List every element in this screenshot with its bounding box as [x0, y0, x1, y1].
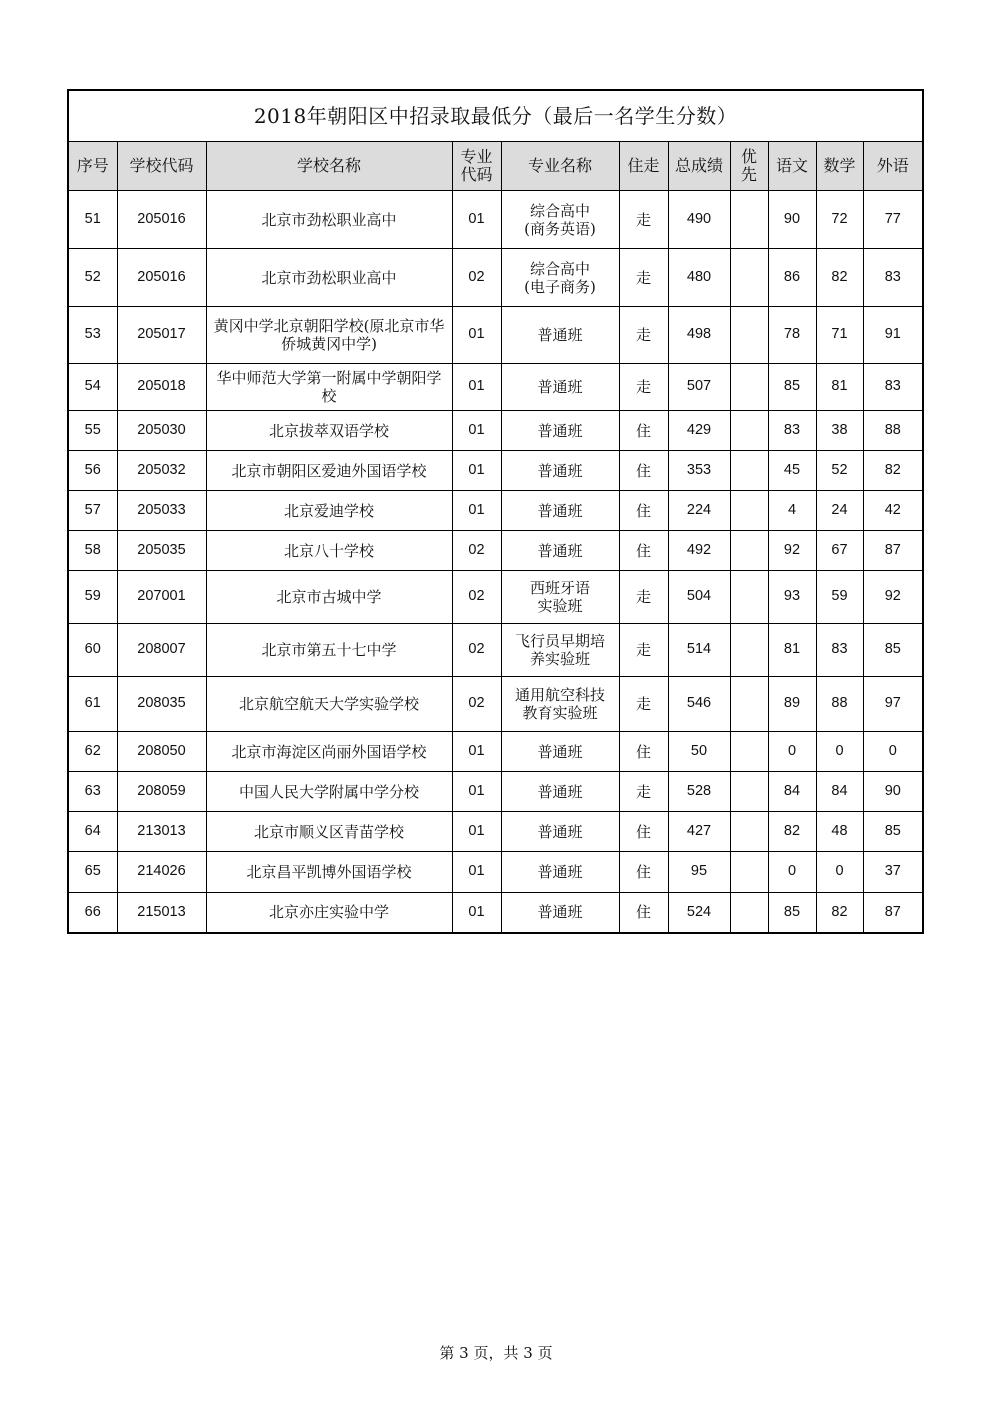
table-row	[68, 812, 923, 852]
cell-chinese: 78	[768, 307, 816, 364]
cell-priority	[730, 893, 768, 933]
cell-total-score: 528	[668, 772, 730, 812]
cell-major-code: 01	[452, 451, 501, 491]
cell-boarding: 走	[619, 624, 668, 677]
cell-seq: 66	[68, 893, 117, 933]
admission-score-table	[67, 89, 924, 934]
cell-major-code: 02	[452, 531, 501, 571]
cell-math: 81	[816, 364, 863, 411]
cell-priority	[730, 772, 768, 812]
cell-major-code: 01	[452, 772, 501, 812]
page-footer: 第 3 页，共 3 页	[439, 1344, 553, 1362]
cell-english: 85	[863, 624, 923, 677]
cell-school-name: 北京亦庄实验中学	[206, 893, 452, 933]
cell-school-code: 208035	[117, 677, 206, 732]
cell-seq: 63	[68, 772, 117, 812]
cell-major-name: 综合高中 (电子商务)	[501, 249, 619, 307]
cell-seq: 58	[68, 531, 117, 571]
cell-seq: 57	[68, 491, 117, 531]
table-row	[68, 411, 923, 451]
cell-major-name: 通用航空科技 教育实验班	[501, 677, 619, 732]
cell-english: 83	[863, 364, 923, 411]
table-row	[68, 677, 923, 732]
cell-school-name: 北京市海淀区尚丽外国语学校	[206, 732, 452, 772]
cell-total-score: 498	[668, 307, 730, 364]
cell-english: 37	[863, 852, 923, 893]
cell-boarding: 走	[619, 191, 668, 249]
header-priority: 优 先	[730, 142, 768, 191]
table-row	[68, 451, 923, 491]
cell-seq: 53	[68, 307, 117, 364]
header-boarding: 住走	[619, 142, 668, 191]
cell-school-name: 北京市劲松职业高中	[206, 191, 452, 249]
cell-chinese: 4	[768, 491, 816, 531]
cell-seq: 52	[68, 249, 117, 307]
header-major-code: 专业 代码	[452, 142, 501, 191]
cell-priority	[730, 852, 768, 893]
cell-school-name: 北京拔萃双语学校	[206, 411, 452, 451]
cell-math: 82	[816, 249, 863, 307]
cell-english: 87	[863, 893, 923, 933]
cell-major-code: 01	[452, 191, 501, 249]
cell-priority	[730, 624, 768, 677]
cell-total-score: 353	[668, 451, 730, 491]
table-row	[68, 624, 923, 677]
table-row	[68, 491, 923, 531]
cell-seq: 54	[68, 364, 117, 411]
cell-seq: 51	[68, 191, 117, 249]
cell-total-score: 429	[668, 411, 730, 451]
cell-boarding: 住	[619, 451, 668, 491]
header-chinese: 语文	[768, 142, 816, 191]
cell-major-name: 普通班	[501, 531, 619, 571]
cell-school-name: 北京市朝阳区爱迪外国语学校	[206, 451, 452, 491]
cell-school-code: 205035	[117, 531, 206, 571]
cell-priority	[730, 451, 768, 491]
header-major-name: 专业名称	[501, 142, 619, 191]
table-row	[68, 307, 923, 364]
cell-boarding: 走	[619, 677, 668, 732]
header-english: 外语	[863, 142, 923, 191]
cell-priority	[730, 677, 768, 732]
cell-major-code: 02	[452, 677, 501, 732]
cell-school-code: 205033	[117, 491, 206, 531]
cell-school-name: 北京昌平凯博外国语学校	[206, 852, 452, 893]
cell-major-name: 普通班	[501, 364, 619, 411]
cell-priority	[730, 249, 768, 307]
cell-priority	[730, 307, 768, 364]
cell-major-name: 西班牙语 实验班	[501, 571, 619, 624]
cell-math: 38	[816, 411, 863, 451]
table-row	[68, 364, 923, 411]
cell-total-score: 490	[668, 191, 730, 249]
cell-chinese: 93	[768, 571, 816, 624]
cell-seq: 59	[68, 571, 117, 624]
cell-seq: 62	[68, 732, 117, 772]
cell-chinese: 89	[768, 677, 816, 732]
cell-major-name: 普通班	[501, 491, 619, 531]
cell-major-code: 02	[452, 624, 501, 677]
cell-math: 84	[816, 772, 863, 812]
cell-chinese: 85	[768, 364, 816, 411]
cell-major-code: 01	[452, 893, 501, 933]
cell-seq: 56	[68, 451, 117, 491]
cell-boarding: 走	[619, 307, 668, 364]
cell-school-code: 208059	[117, 772, 206, 812]
cell-chinese: 0	[768, 852, 816, 893]
cell-math: 52	[816, 451, 863, 491]
cell-english: 83	[863, 249, 923, 307]
cell-total-score: 480	[668, 249, 730, 307]
table-row	[68, 852, 923, 893]
cell-school-name: 北京市古城中学	[206, 571, 452, 624]
cell-major-name: 普通班	[501, 893, 619, 933]
cell-math: 72	[816, 191, 863, 249]
cell-seq: 61	[68, 677, 117, 732]
header-row	[68, 142, 923, 191]
cell-boarding: 走	[619, 249, 668, 307]
cell-school-code: 205032	[117, 451, 206, 491]
cell-boarding: 住	[619, 491, 668, 531]
cell-major-name: 普通班	[501, 307, 619, 364]
cell-english: 97	[863, 677, 923, 732]
cell-priority	[730, 571, 768, 624]
cell-english: 42	[863, 491, 923, 531]
cell-school-code: 215013	[117, 893, 206, 933]
cell-school-name: 北京八十学校	[206, 531, 452, 571]
cell-major-name: 普通班	[501, 451, 619, 491]
cell-major-code: 01	[452, 364, 501, 411]
cell-school-name: 北京市劲松职业高中	[206, 249, 452, 307]
cell-english: 82	[863, 451, 923, 491]
table-row	[68, 531, 923, 571]
cell-boarding: 走	[619, 364, 668, 411]
table-row	[68, 893, 923, 933]
cell-english: 0	[863, 732, 923, 772]
cell-priority	[730, 491, 768, 531]
cell-school-code: 205016	[117, 191, 206, 249]
cell-priority	[730, 191, 768, 249]
cell-major-code: 01	[452, 411, 501, 451]
table-row	[68, 191, 923, 249]
cell-school-code: 208007	[117, 624, 206, 677]
cell-math: 71	[816, 307, 863, 364]
cell-seq: 64	[68, 812, 117, 852]
cell-english: 87	[863, 531, 923, 571]
cell-math: 24	[816, 491, 863, 531]
cell-chinese: 90	[768, 191, 816, 249]
cell-math: 83	[816, 624, 863, 677]
cell-english: 92	[863, 571, 923, 624]
cell-boarding: 住	[619, 531, 668, 571]
cell-math: 48	[816, 812, 863, 852]
cell-english: 85	[863, 812, 923, 852]
cell-school-code: 207001	[117, 571, 206, 624]
cell-major-code: 01	[452, 307, 501, 364]
cell-school-code: 205018	[117, 364, 206, 411]
cell-school-code: 208050	[117, 732, 206, 772]
cell-math: 67	[816, 531, 863, 571]
cell-major-name: 普通班	[501, 732, 619, 772]
cell-priority	[730, 411, 768, 451]
cell-major-name: 飞行员早期培 养实验班	[501, 624, 619, 677]
cell-chinese: 92	[768, 531, 816, 571]
cell-total-score: 546	[668, 677, 730, 732]
cell-boarding: 住	[619, 893, 668, 933]
cell-boarding: 住	[619, 812, 668, 852]
cell-total-score: 50	[668, 732, 730, 772]
cell-school-code: 205016	[117, 249, 206, 307]
cell-chinese: 84	[768, 772, 816, 812]
cell-chinese: 85	[768, 893, 816, 933]
cell-school-name: 北京爱迪学校	[206, 491, 452, 531]
cell-boarding: 走	[619, 571, 668, 624]
cell-total-score: 492	[668, 531, 730, 571]
cell-total-score: 224	[668, 491, 730, 531]
table-row	[68, 249, 923, 307]
cell-major-code: 01	[452, 852, 501, 893]
cell-math: 59	[816, 571, 863, 624]
cell-total-score: 504	[668, 571, 730, 624]
cell-major-code: 01	[452, 491, 501, 531]
cell-total-score: 514	[668, 624, 730, 677]
cell-chinese: 0	[768, 732, 816, 772]
cell-major-code: 01	[452, 732, 501, 772]
cell-math: 82	[816, 893, 863, 933]
cell-major-code: 01	[452, 812, 501, 852]
cell-total-score: 427	[668, 812, 730, 852]
cell-boarding: 住	[619, 411, 668, 451]
cell-seq: 60	[68, 624, 117, 677]
header-total-score: 总成绩	[668, 142, 730, 191]
cell-total-score: 507	[668, 364, 730, 411]
cell-seq: 65	[68, 852, 117, 893]
cell-school-name: 华中师范大学第一附属中学朝阳学校	[206, 364, 452, 411]
header-seq: 序号	[68, 142, 117, 191]
table-row	[68, 772, 923, 812]
cell-chinese: 45	[768, 451, 816, 491]
cell-boarding: 住	[619, 852, 668, 893]
cell-major-name: 综合高中 (商务英语)	[501, 191, 619, 249]
cell-total-score: 524	[668, 893, 730, 933]
table-row	[68, 571, 923, 624]
cell-chinese: 86	[768, 249, 816, 307]
cell-priority	[730, 364, 768, 411]
cell-school-code: 213013	[117, 812, 206, 852]
cell-math: 0	[816, 732, 863, 772]
header-school-name: 学校名称	[206, 142, 452, 191]
cell-school-name: 北京市顺义区青苗学校	[206, 812, 452, 852]
table-body	[68, 191, 923, 933]
cell-boarding: 走	[619, 772, 668, 812]
table-title: 2018年朝阳区中招录取最低分（最后一名学生分数）	[68, 90, 923, 142]
cell-major-name: 普通班	[501, 852, 619, 893]
cell-chinese: 82	[768, 812, 816, 852]
cell-school-name: 北京市第五十七中学	[206, 624, 452, 677]
cell-priority	[730, 531, 768, 571]
cell-math: 88	[816, 677, 863, 732]
table-row	[68, 732, 923, 772]
header-school-code: 学校代码	[117, 142, 206, 191]
cell-school-name: 黄冈中学北京朝阳学校(原北京市华侨城黄冈中学)	[206, 307, 452, 364]
cell-school-name: 北京航空航天大学实验学校	[206, 677, 452, 732]
cell-major-name: 普通班	[501, 411, 619, 451]
cell-seq: 55	[68, 411, 117, 451]
cell-school-name: 中国人民大学附属中学分校	[206, 772, 452, 812]
cell-english: 90	[863, 772, 923, 812]
cell-major-name: 普通班	[501, 812, 619, 852]
cell-chinese: 81	[768, 624, 816, 677]
header-math: 数学	[816, 142, 863, 191]
cell-major-code: 02	[452, 571, 501, 624]
cell-major-code: 02	[452, 249, 501, 307]
cell-chinese: 83	[768, 411, 816, 451]
cell-school-code: 205030	[117, 411, 206, 451]
cell-english: 88	[863, 411, 923, 451]
cell-math: 0	[816, 852, 863, 893]
cell-priority	[730, 732, 768, 772]
cell-major-name: 普通班	[501, 772, 619, 812]
cell-priority	[730, 812, 768, 852]
cell-boarding: 住	[619, 732, 668, 772]
cell-school-code: 205017	[117, 307, 206, 364]
cell-school-code: 214026	[117, 852, 206, 893]
cell-english: 77	[863, 191, 923, 249]
cell-english: 91	[863, 307, 923, 364]
cell-total-score: 95	[668, 852, 730, 893]
